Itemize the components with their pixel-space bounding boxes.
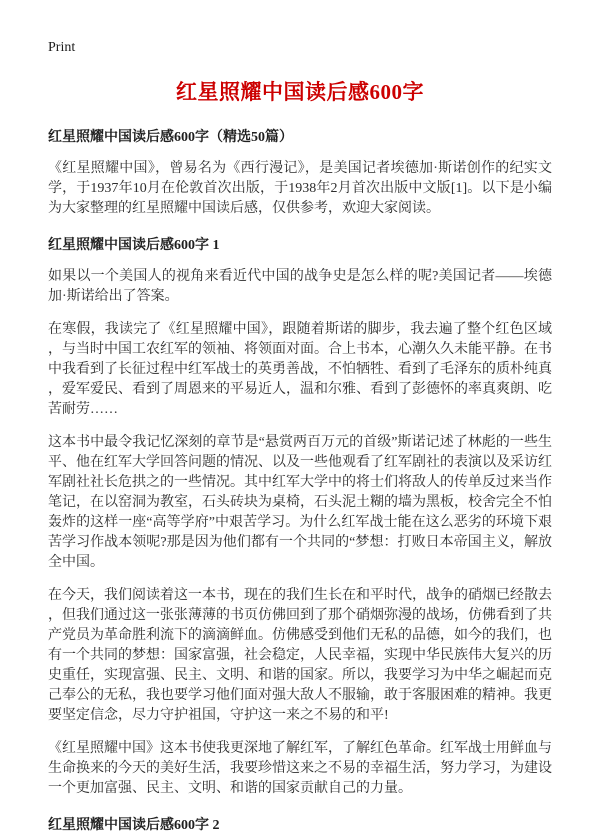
document-subtitle: 红星照耀中国读后感600字（精选50篇）	[48, 130, 293, 145]
page-title: 红星照耀中国读后感600字	[176, 80, 424, 104]
section-1-paragraph-2: 在寒假，我读完了《红星照耀中国》，跟随着斯诺的脚步，我去遍了整个红色区域，与当时中国工农红军的领袖、将领面对面。合上书本，心潮久久未能平静。在书中我看到了长征过程中红军战士的英勇善战，不怕牺牲、看到了毛泽东的质朴纯真，爱军爱民、看到了周恩来的平易近人，温和尔雅、看到了彭德怀的率真爽朗、吃苦耐劳……	[48, 322, 552, 417]
section-1-paragraph-1: 如果以一个美国人的视角来看近代中国的战争史是怎么样的呢?美国记者——埃德加·斯诺给出了答案。	[48, 269, 552, 304]
print-link[interactable]: Print	[48, 40, 76, 55]
section-1-heading: 红星照耀中国读后感600字 1	[48, 238, 220, 253]
section-2-heading: 红星照耀中国读后感600字 2	[48, 818, 220, 833]
section-1-paragraph-5: 《红星照耀中国》这本书使我更深地了解红军，了解红色革命。红军战士用鲜血与生命换来的今天的美好生活，我要珍惜这来之不易的幸福生活，努力学习，为建设一个更加富强、民主、文明、和谐的国家贡献自己的力量。	[48, 741, 552, 796]
section-1-paragraph-3: 这本书中最令我记忆深刻的章节是“悬赏两百万元的首级”斯诺记述了林彪的一些生平、他在红军大学回答问题的情况、以及一些他观看了红军剧社的表演以及采访红军剧社社长危拱之的一些情况。其中红军大学中的将士们将敌人的传单反过来当作笔记，在以窑洞为教室，石头砖块为桌椅，石头泥土糊的墙为黑板，校舍完全不怕轰炸的这样一座“高等学府”中艰苦学习。为什么红军战士能在这么恶劣的环境下艰苦学习作战本领呢?那是因为他们都有一个共同的“梦想：打败日本帝国主义，解放全中国。	[48, 435, 552, 570]
section-1-paragraph-4: 在今天，我们阅读着这一本书，现在的我们生长在和平时代，战争的硝烟已经散去，但我们通过这一张张薄薄的书页仿佛回到了那个硝烟弥漫的战场，仿佛看到了共产党员为革命胜利流下的滴滴鲜血。仿佛感受到他们无私的品德，如今的我们，也有一个共同的梦想：国家富强，社会稳定，人民幸福，实现中华民族伟大复兴的历史重任，实现富强、民主、文明、和谐的国家。所以，我要学习为中华之崛起而克己奉公的无私，我也要学习他们面对强大敌人不服输，敢于客服困难的精神。我更要坚定信念，尽力守护祖国，守护这一来之不易的和平!	[48, 588, 552, 723]
intro-paragraph: 《红星照耀中国》，曾易名为《西行漫记》，是美国记者埃德加·斯诺创作的纪实文学，于1937年10月在伦敦首次出版，于1938年2月首次出版中文版[1]。以下是小编为大家整理的红星照耀中国读后感，仅供参考，欢迎大家阅读。	[48, 161, 552, 216]
